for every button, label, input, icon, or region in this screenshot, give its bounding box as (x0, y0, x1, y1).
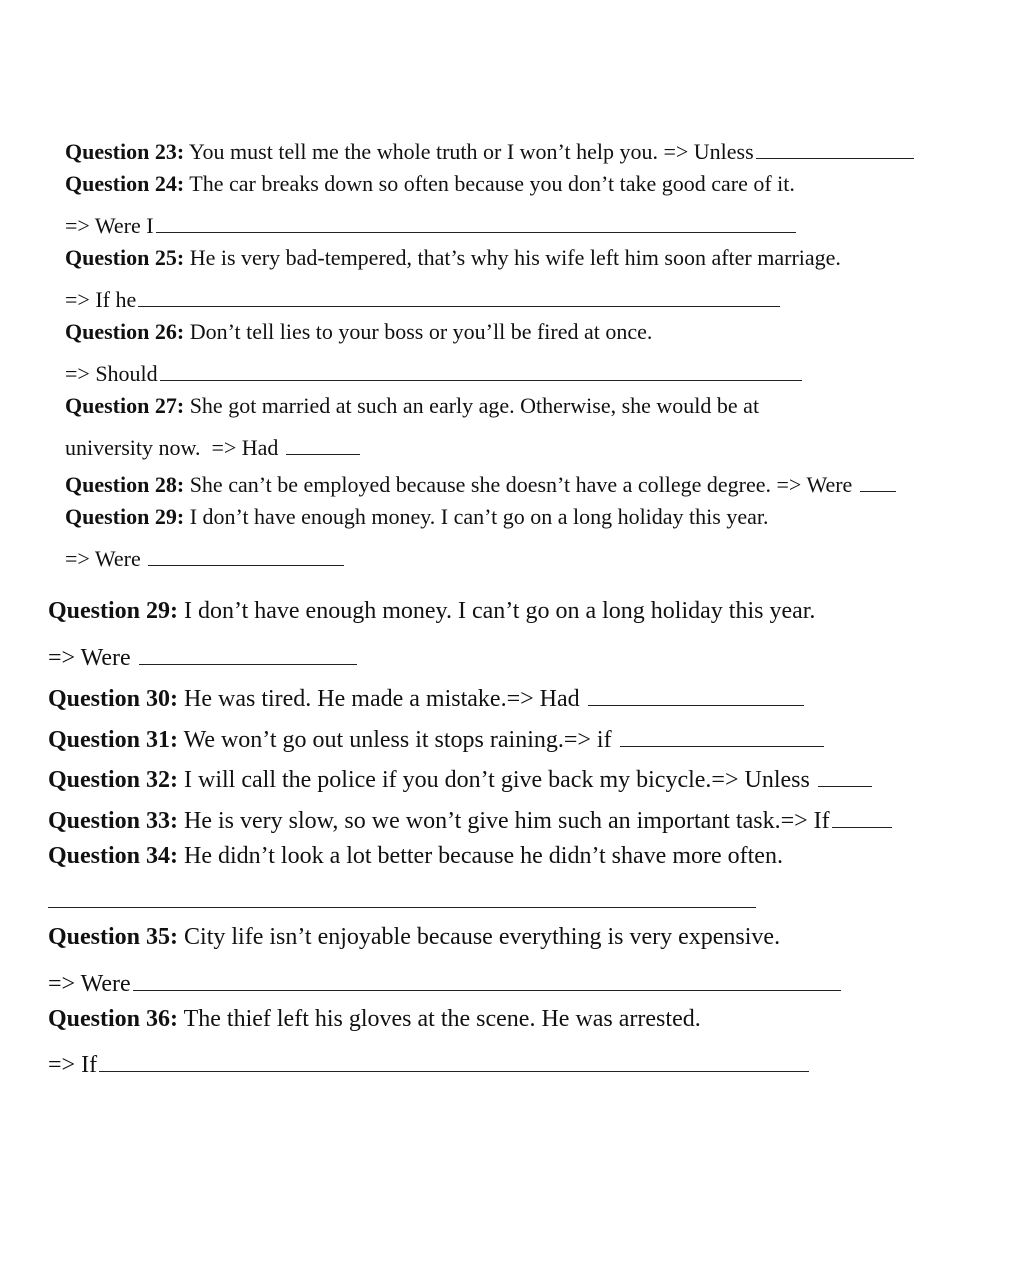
answer-line-25 (65, 284, 780, 311)
answer-line-26 (65, 358, 802, 385)
question-29-first (65, 506, 769, 528)
answer-blank[interactable] (99, 1047, 809, 1072)
question-32 (48, 762, 872, 792)
answer-blank[interactable] (588, 681, 804, 706)
answer-line-24 (65, 210, 796, 237)
question-continuation: university now. => Had (65, 435, 284, 460)
question-label: Question 36: (48, 1006, 179, 1032)
question-label: Question 29: (65, 504, 185, 529)
answer-blank[interactable] (286, 432, 360, 455)
question-text: We won’t go out unless it stops raining.=> if (178, 727, 618, 753)
question-35 (48, 925, 780, 949)
answer-prefix: => Were (48, 971, 131, 997)
answer-blank[interactable] (156, 210, 796, 233)
question-29-second (48, 599, 815, 623)
answer-line-35 (48, 966, 841, 996)
question-text: The car breaks down so often because you don’t take good care of it. (184, 171, 795, 196)
answer-line-34[interactable] (48, 907, 756, 908)
question-text: He was tired. He made a mistake.=> Had (178, 686, 586, 712)
answer-blank[interactable] (148, 543, 344, 566)
question-text: He didn’t look a lot better because he didn’t shave more often. (178, 843, 783, 869)
answer-blank[interactable] (756, 136, 914, 159)
question-text: He is very bad-tempered, that’s why his wife left him soon after marriage. (184, 245, 841, 270)
question-36 (48, 1007, 701, 1031)
question-label: Question 28: (65, 472, 185, 497)
question-label: Question 29: (48, 598, 179, 624)
question-label: Question 34: (48, 843, 179, 869)
question-label: Question 33: (48, 808, 179, 834)
question-26 (65, 321, 652, 343)
answer-line-29-first (65, 543, 344, 570)
question-text: I will call the police if you don’t give back my bicycle.=> Unless (178, 767, 816, 793)
answer-line-27 (65, 432, 360, 459)
answer-line-29-second (48, 640, 357, 670)
answer-prefix: => Were (48, 645, 137, 671)
question-text: The thief left his gloves at the scene. He was arrested. (178, 1006, 701, 1032)
question-33 (48, 803, 892, 833)
question-34 (48, 844, 783, 868)
question-label: Question 30: (48, 686, 179, 712)
question-label: Question 31: (48, 727, 179, 753)
question-label: Question 25: (65, 245, 185, 270)
answer-line-36 (48, 1047, 809, 1077)
question-25 (65, 247, 841, 269)
question-label: Question 24: (65, 171, 185, 196)
question-30 (48, 681, 804, 711)
question-text: She can’t be employed because she doesn’t have a college degree. => Were (184, 472, 858, 497)
answer-blank[interactable] (860, 469, 896, 492)
question-24 (65, 173, 795, 195)
answer-prefix: => If he (65, 287, 137, 312)
question-text: I don’t have enough money. I can’t go on a long holiday this year. (178, 598, 816, 624)
question-label: Question 35: (48, 924, 179, 950)
question-text: City life isn’t enjoyable because everything is very expensive. (178, 924, 781, 950)
answer-blank[interactable] (832, 803, 892, 828)
question-text: You must tell me the whole truth or I won’t help you. => Unless (184, 139, 754, 164)
answer-blank[interactable] (160, 358, 802, 381)
question-23 (65, 136, 914, 163)
answer-prefix: => Were (65, 546, 147, 571)
question-text: Don’t tell lies to your boss or you’ll be fired at once. (184, 319, 653, 344)
question-text: He is very slow, so we won’t give him such an important task.=> If (178, 808, 830, 834)
answer-blank[interactable] (620, 722, 824, 747)
answer-blank[interactable] (133, 966, 841, 991)
question-label: Question 27: (65, 393, 185, 418)
question-31 (48, 722, 824, 752)
question-label: Question 23: (65, 139, 185, 164)
answer-blank[interactable] (139, 640, 357, 665)
answer-blank[interactable] (138, 284, 780, 307)
question-28 (65, 469, 896, 496)
answer-prefix: => Were I (65, 213, 154, 238)
question-27 (65, 395, 759, 417)
question-label: Question 26: (65, 319, 185, 344)
question-text: I don’t have enough money. I can’t go on a long holiday this year. (184, 504, 769, 529)
answer-prefix: => If (48, 1052, 98, 1078)
answer-blank[interactable] (818, 762, 872, 787)
question-label: Question 32: (48, 767, 179, 793)
question-text: She got married at such an early age. Otherwise, she would be at (184, 393, 760, 418)
answer-prefix: => Should (65, 361, 158, 386)
